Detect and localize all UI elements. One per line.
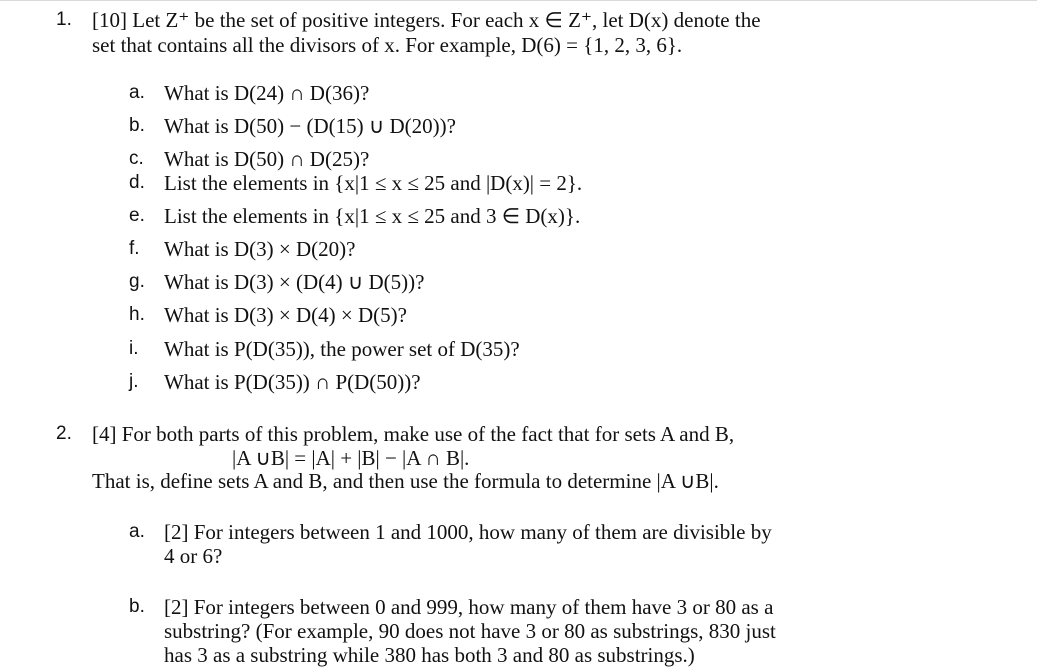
part-line: [2] For integers between 1 and 1000, how many of them are divisible by	[164, 520, 772, 544]
part-line: [2] For integers between 0 and 999, how many of them have 3 or 80 as a	[164, 595, 774, 619]
part-line: 4 or 6?	[164, 544, 223, 568]
part-line: has 3 as a substring while 380 has both 3 and 80 as substrings.)	[164, 643, 695, 667]
part-letter: h.	[129, 304, 145, 325]
part-text: List the elements in {x|1 ≤ x ≤ 25 and |D(x)| = 2}.	[164, 171, 583, 195]
part-text: What is D(3) × (D(4) ∪ D(5))?	[164, 270, 425, 294]
part-letter: e.	[129, 205, 145, 226]
part-text: What is D(24) ∩ D(36)?	[164, 81, 370, 105]
top-divider	[0, 0, 1037, 1]
part-letter: j.	[129, 371, 139, 392]
part-text: What is D(3) × D(20)?	[164, 237, 356, 261]
part-letter: a.	[129, 521, 145, 542]
part-letter: a.	[129, 82, 145, 103]
part-text: What is P(D(35)) ∩ P(D(50))?	[164, 370, 421, 394]
part-text: What is D(3) × D(4) × D(5)?	[164, 303, 407, 327]
part-letter: i.	[129, 338, 139, 359]
problem-number: 2.	[56, 423, 72, 444]
part-line: substring? (For example, 90 does not have 3 or 80 as substrings, 830 just	[164, 619, 776, 643]
part-text: What is D(50) ∩ D(25)?	[164, 147, 370, 171]
formula: |A ∪B| = |A| + |B| − |A ∩ B|.	[232, 446, 470, 470]
part-text: List the elements in {x|1 ≤ x ≤ 25 and 3 ∈ D(x)}.	[164, 204, 581, 228]
problem-2-line-1: [4] For both parts of this problem, make use of the fact that for sets A and B,	[92, 422, 735, 446]
problem-1-line-2: set that contains all the divisors of x. For example, D(6) = {1, 2, 3, 6}.	[92, 33, 683, 57]
part-text: What is D(50) − (D(15) ∪ D(20))?	[164, 114, 456, 138]
problem-2-line-3: That is, define sets A and B, and then use the formula to determine |A ∪B|.	[92, 469, 719, 493]
part-letter: c.	[129, 148, 144, 169]
part-letter: d.	[129, 172, 145, 193]
part-text: What is P(D(35)), the power set of D(35)?	[164, 337, 520, 361]
part-letter: g.	[129, 271, 145, 292]
part-letter: b.	[129, 596, 145, 617]
problem-1-line-1: [10] Let Z⁺ be the set of positive integers. For each x ∈ Z⁺, let D(x) denote the	[92, 8, 761, 32]
part-letter: b.	[129, 115, 145, 136]
problem-number: 1.	[56, 9, 72, 30]
part-letter: f.	[129, 238, 140, 259]
